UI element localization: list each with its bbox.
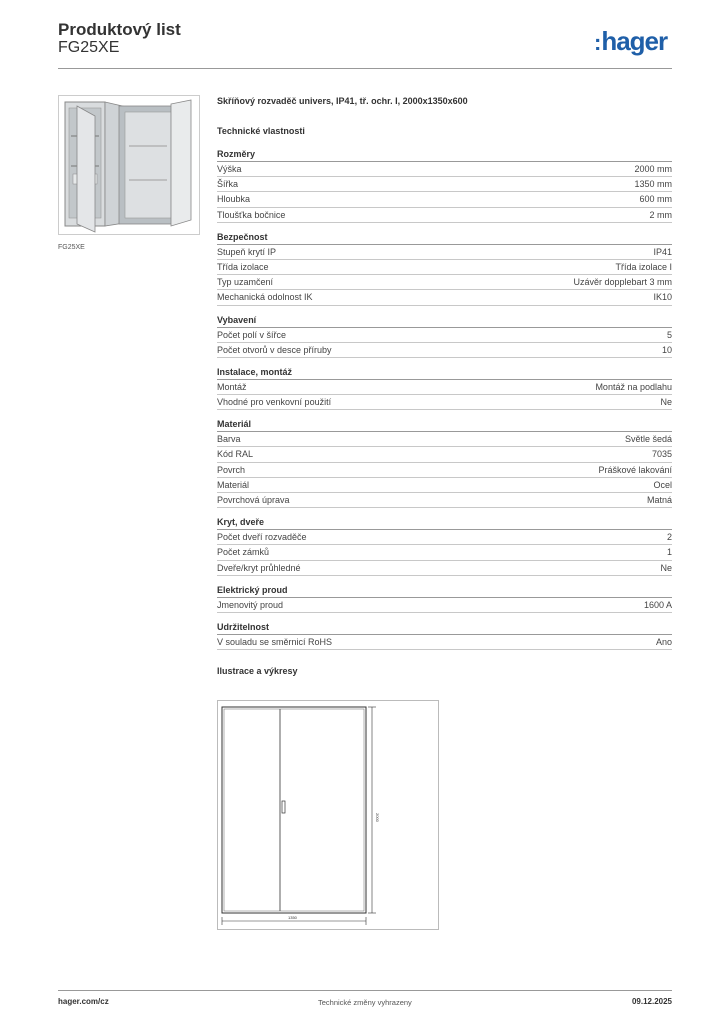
spec-value: 2 mm: [649, 209, 672, 220]
spec-row: [217, 328, 672, 343]
section-heading: Vybavení: [217, 313, 672, 328]
spec-label: Šířka: [217, 179, 239, 190]
spec-row: [217, 162, 672, 177]
product-code: FG25XE: [58, 39, 120, 56]
spec-row: [217, 192, 672, 207]
spec-label: Vhodné pro venkovní použití: [217, 397, 332, 408]
spec-label: Kód RAL: [217, 449, 254, 460]
spec-row: [217, 275, 672, 290]
footer-note: Technické změny vyhrazeny: [318, 998, 412, 1007]
spec-label: V souladu se směrnicí RoHS: [217, 636, 333, 647]
section-heading: Elektrický proud: [217, 583, 672, 598]
spec-value: 1350 mm: [634, 179, 672, 190]
spec-value: Práškové lakování: [598, 464, 672, 475]
spec-value: IP41: [653, 246, 672, 257]
spec-sections: [217, 147, 672, 650]
spec-value: IK10: [653, 292, 672, 303]
spec-label: Třída izolace: [217, 261, 269, 272]
spec-label: Jmenovitý proud: [217, 599, 284, 610]
spec-row: [217, 245, 672, 260]
image-caption: FG25XE: [58, 244, 85, 251]
spec-value: 2000 mm: [634, 164, 672, 174]
footer-website[interactable]: hager.com/cz: [58, 997, 109, 1006]
spec-value: 1600 A: [643, 599, 672, 610]
spec-row: [217, 635, 672, 650]
spec-value: Třída izolace I: [615, 261, 672, 272]
section-heading: Materiál: [217, 417, 672, 432]
spec-label: Dveře/kryt průhledné: [217, 562, 301, 573]
spec-value: Ocel: [653, 479, 672, 490]
technical-drawing: [217, 700, 439, 930]
drawing-width-label: 1350: [288, 915, 297, 920]
spec-value: Ano: [655, 636, 672, 647]
spec-row: [217, 493, 672, 508]
spec-label: Tloušťka bočnice: [217, 209, 286, 220]
spec-row: [217, 343, 672, 358]
spec-row: [217, 290, 672, 305]
spec-row: [217, 545, 672, 560]
spec-row: [217, 208, 672, 223]
section-heading: Instalace, montáž: [217, 365, 672, 380]
footer-date: 09.12.2025: [631, 997, 672, 1006]
spec-label: Stupeň krytí IP: [217, 246, 277, 257]
spec-label: Výška: [217, 164, 242, 174]
product-description: Skříňový rozvaděč univers, IP41, tř. ochr. I, 2000x1350x600: [217, 96, 468, 106]
spec-value: Ne: [660, 397, 672, 408]
spec-value: Montáž na podlahu: [595, 381, 672, 392]
spec-value: 600 mm: [639, 194, 672, 205]
spec-value: Světle šedá: [624, 434, 672, 445]
spec-label: Hloubka: [217, 194, 251, 205]
spec-label: Počet dveří rozvaděče: [217, 532, 307, 543]
spec-row: [217, 260, 672, 275]
spec-value: 2: [666, 532, 672, 543]
spec-label: Počet otvorů v desce příruby: [217, 344, 332, 355]
technical-heading: Technické vlastnosti: [217, 126, 305, 136]
spec-row: [217, 530, 672, 545]
page-title: Produktový list: [58, 20, 181, 39]
spec-row: [217, 380, 672, 395]
spec-label: Materiál: [217, 479, 250, 490]
spec-label: Montáž: [217, 381, 247, 392]
spec-row: [217, 561, 672, 576]
spec-value: 10: [661, 344, 672, 355]
spec-value: Matná: [646, 495, 672, 505]
product-image: [58, 95, 200, 235]
spec-row: [217, 447, 672, 462]
spec-label: Typ uzamčení: [217, 277, 274, 288]
spec-value: 7035: [651, 449, 672, 460]
section-heading: Rozměry: [217, 147, 672, 162]
section-heading: Bezpečnost: [217, 230, 672, 245]
spec-content: [217, 96, 672, 680]
illustration-heading: Ilustrace a výkresy: [217, 666, 298, 677]
spec-row: [217, 432, 672, 447]
spec-label: Počet polí v šířce: [217, 329, 287, 340]
drawing-height-label: 2000: [375, 813, 380, 822]
spec-row: [217, 177, 672, 192]
section-heading: Udržitelnost: [217, 620, 672, 635]
section-heading: Kryt, dveře: [217, 515, 672, 530]
spec-value: Ne: [660, 562, 672, 573]
spec-row: [217, 478, 672, 493]
spec-label: Mechanická odolnost IK: [217, 292, 313, 303]
spec-value: 1: [666, 547, 672, 558]
spec-row: [217, 395, 672, 410]
spec-row: [217, 598, 672, 613]
spec-label: Barva: [217, 434, 241, 445]
footer-divider: [58, 990, 672, 991]
spec-row: [217, 463, 672, 478]
hager-logo: :hager: [594, 26, 668, 56]
spec-label: Povrchová úprava: [217, 495, 290, 505]
header-divider: [58, 68, 672, 69]
spec-value: Uzávěr dopplebart 3 mm: [573, 277, 672, 288]
spec-label: Počet zámků: [217, 547, 270, 558]
spec-value: 5: [666, 329, 672, 340]
spec-label: Povrch: [217, 464, 246, 475]
